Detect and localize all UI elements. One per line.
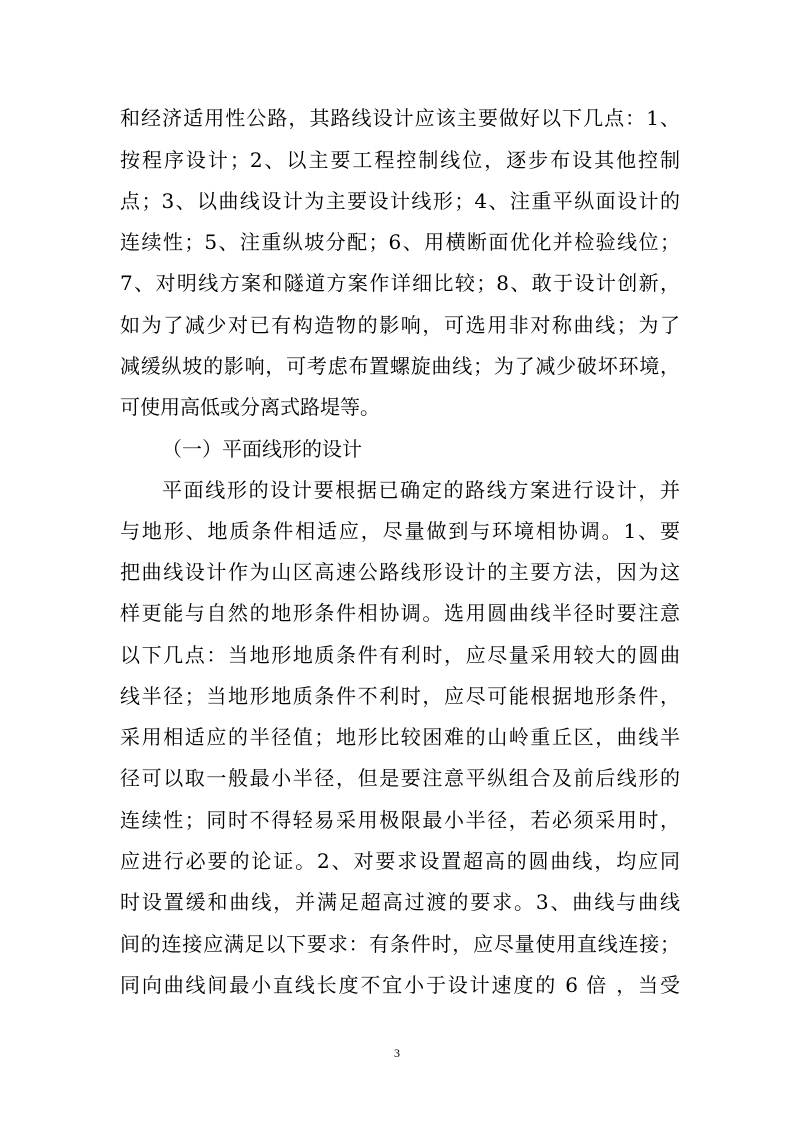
paragraph-2-line-3: 把曲线设计作为山区高速公路线形设计的主要方法，因为这 — [120, 560, 680, 584]
paragraph-2-line-8: 径可以取一般最小半径，但是要注意平纵组合及前后线形的 — [120, 766, 680, 790]
paragraph-2-line-7: 采用相适应的半径值；地形比较困难的山岭重丘区，曲线半 — [120, 725, 680, 749]
paragraph-1-line-6: 如为了减少对已有构造物的影响，可选用非对称曲线；为了 — [120, 313, 680, 337]
paragraph-2-line-12: 间的连接应满足以下要求：有条件时，应尽量使用直线连接； — [120, 932, 680, 956]
paragraph-1-line-8: 可使用高低或分离式路堤等。 — [120, 395, 380, 419]
paragraph-2-line-13: 同向曲线间最小直线长度不宜小于设计速度的 6 倍 ，当受 — [120, 973, 680, 997]
section-heading: （一）平面线形的设计 — [162, 437, 362, 461]
paragraph-1-line-3: 点；3、以曲线设计为主要设计线形；4、注重平纵面设计的 — [120, 189, 680, 213]
paragraph-1-line-2: 按程序设计；2、以主要工程控制线位，逐步布设其他控制 — [120, 148, 680, 172]
paragraph-1-line-7: 减缓纵坡的影响，可考虑布置螺旋曲线；为了减少破坏环境， — [120, 354, 680, 378]
paragraph-2-line-9: 连续性；同时不得轻易采用极限最小半径，若必须采用时， — [120, 808, 680, 832]
paragraph-2-line-4: 样更能与自然的地形条件相协调。选用圆曲线半径时要注意 — [120, 601, 680, 625]
paragraph-1-line-5: 7、对明线方案和隧道方案作详细比较；8、敢于设计创新， — [120, 271, 680, 295]
paragraph-2-line-6: 线半径；当地形地质条件不利时，应尽可能根据地形条件， — [120, 684, 680, 708]
paragraph-2-line-11: 时设置缓和曲线，并满足超高过渡的要求。3、曲线与曲线 — [120, 890, 680, 914]
page-number: 3 — [394, 1046, 400, 1060]
paragraph-2-line-1: 平面线形的设计要根据已确定的路线方案进行设计，并 — [162, 478, 680, 502]
paragraph-2-line-10: 应进行必要的论证。2、对要求设置超高的圆曲线，均应同 — [120, 849, 680, 873]
paragraph-1-line-1: 和经济适用性公路，其路线设计应该主要做好以下几点：1、 — [120, 106, 680, 130]
paragraph-2-line-5: 以下几点：当地形地质条件有利时，应尽量采用较大的圆曲 — [120, 643, 680, 667]
paragraph-2-line-2: 与地形、地质条件相适应，尽量做到与环境相协调。1、要 — [120, 519, 680, 543]
paragraph-1-line-4: 连续性；5、注重纵坡分配；6、用横断面优化并检验线位； — [120, 230, 680, 254]
